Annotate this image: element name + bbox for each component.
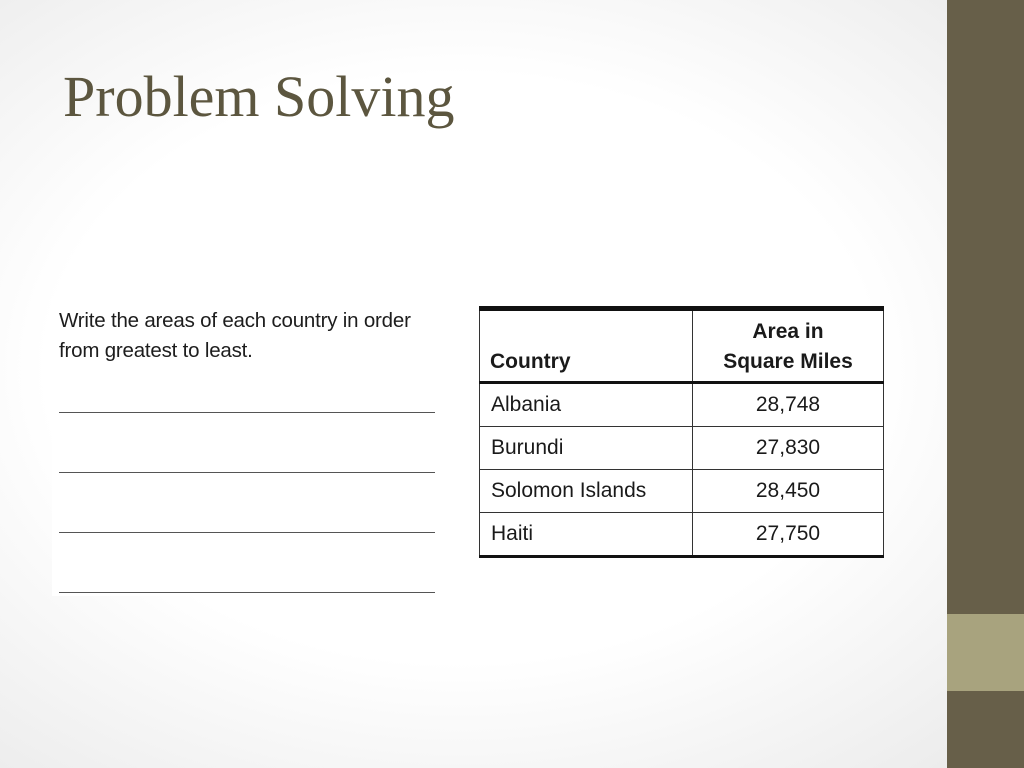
cell-country: Haiti [480, 513, 693, 557]
cell-country: Burundi [480, 427, 693, 470]
cell-country: Albania [480, 383, 693, 427]
answer-line-3 [59, 532, 435, 533]
table-row [480, 427, 884, 470]
cell-country: Solomon Islands [480, 470, 693, 513]
cell-area: 27,750 [693, 513, 884, 557]
table-row [480, 470, 884, 513]
slide-title: Problem Solving [63, 64, 455, 129]
worksheet-prompt: Write the areas of each country in order from greatest to least. [59, 309, 411, 362]
slide-sidebar [947, 0, 1024, 768]
table-header-row [480, 309, 884, 383]
answer-line-4 [59, 592, 435, 593]
worksheet-panel [52, 296, 447, 596]
answer-line-1 [59, 412, 435, 413]
cell-area: 28,450 [693, 470, 884, 513]
cell-area: 27,830 [693, 427, 884, 470]
header-area [693, 309, 884, 383]
header-area-line1: Area in [752, 320, 824, 343]
table-row [480, 513, 884, 557]
cell-area: 28,748 [693, 383, 884, 427]
header-area-line2: Square Miles [723, 350, 853, 373]
sidebar-accent-block [947, 614, 1024, 691]
answer-line-2 [59, 472, 435, 473]
table-row [480, 383, 884, 427]
country-area-table [479, 306, 884, 558]
header-country: Country [480, 309, 693, 383]
